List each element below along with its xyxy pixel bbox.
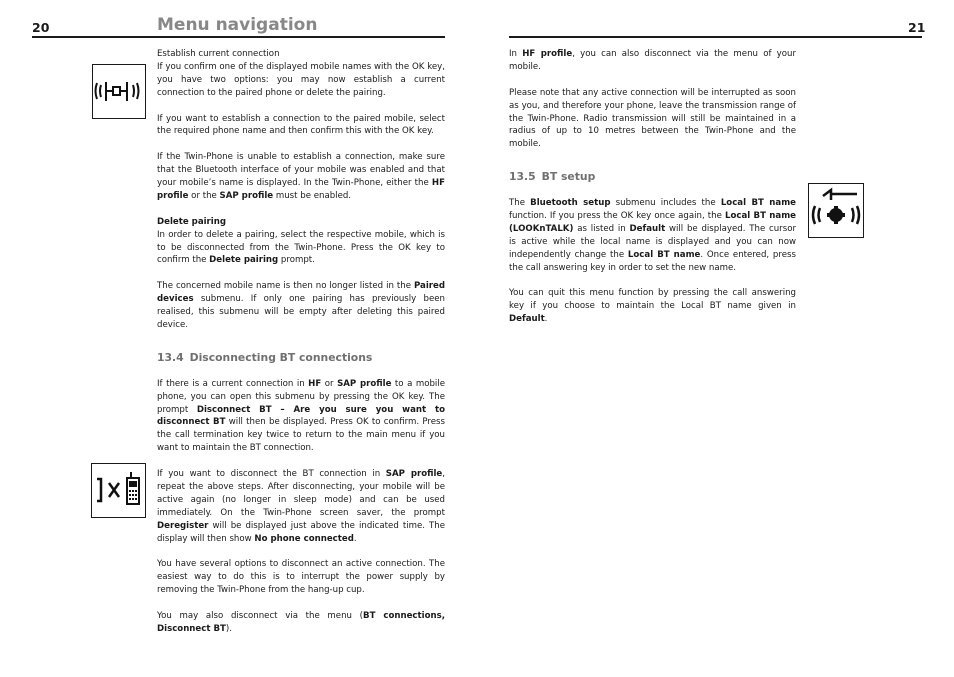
paragraph: If you want to establish a connection to the paired mobile, select the required phone name and then confirm this with the OK key. bbox=[157, 113, 445, 137]
connection-icon bbox=[92, 64, 146, 119]
disconnect-phone-icon bbox=[91, 463, 146, 518]
section-heading-13-4: 13.4 Disconnecting BT connections bbox=[157, 350, 373, 364]
paragraph: You may also disconnect via the menu (BT connections, Disconnect BT). bbox=[157, 611, 445, 634]
paragraph: If the Twin-Phone is unable to establish a connection, make sure that the Bluetooth interface of your mobile was enabled and that your mobile’s name is displayed. In the Twin-Phone, either the HF profile or the SAP profile must be enabled. bbox=[157, 152, 445, 201]
paragraph: You can quit this menu function by pressing the call answering key if you choose to maintain the Local BT name given in Default. bbox=[509, 288, 796, 325]
paragraph: If you confirm one of the displayed mobile names with the OK key, you have two options: you may now establish a current connection to the paired phone or delete the pairing. bbox=[157, 61, 445, 98]
left-column-text bbox=[157, 48, 445, 636]
delete-pairing-heading: Delete pairing bbox=[157, 216, 227, 227]
paragraph: In order to delete a pairing, select the respective mobile, which is to be disconnected from the Twin-Phone. Press the OK key to confirm the Delete pairing prompt. bbox=[157, 229, 445, 266]
paragraph: You have several options to disconnect an active connection. The easiest way to do this is to interrupt the power supply by removing the Twin-Phone from the hang-up cup. bbox=[157, 559, 445, 596]
paragraph: Please note that any active connection will be interrupted as soon as you, and therefore your phone, leave the transmission range of the Twin-Phone. Radio transmission will still be maintained in a radius of up to 10 metres between the Twin-Phone and the mobile. bbox=[509, 87, 796, 150]
header-rule-left bbox=[32, 36, 445, 38]
paragraph: The concerned mobile name is then no longer listed in the Paired devices submenu. If only one pairing has previously been realised, this submenu will be empty after deleting this paired device. bbox=[157, 281, 445, 330]
right-column-text bbox=[509, 48, 796, 326]
page-number-left: 20 bbox=[32, 20, 50, 35]
page-number-right: 21 bbox=[908, 20, 926, 35]
paragraph: In HF profile, you can also disconnect via the menu of your mobile. bbox=[509, 49, 797, 72]
header-rule-right bbox=[509, 36, 922, 38]
establish-heading: Establish current connection bbox=[157, 49, 280, 59]
paragraph: If there is a current connection in HF or SAP profile to a mobile phone, you can open this submenu by pressing the OK key. The prompt Disconnect BT – Are you sure you want to disconnect BT will then be displayed. Press OK to confirm. Press the call termination key twice to return to the main menu if you want to maintain the BT connection. bbox=[157, 378, 445, 454]
bt-setup-icon bbox=[808, 183, 864, 238]
paragraph: If you want to disconnect the BT connection in SAP profile, repeat the above steps. After disconnecting, your mobile will be active again (no longer in sleep mode) and can be used immediately. On the Twin-Phone screen saver, the prompt Deregister will be displayed just above the indicated time. The display will then show No phone connected. bbox=[157, 469, 445, 544]
paragraph: The Bluetooth setup submenu includes the Local BT name function. If you press the OK key once again, the Local BT name (LOOKnTALK) as listed in Default will be displayed. The cursor is active while the local name is displayed and you can now independently change the Local BT name. Once entered, press the call answering key in order to set the new name. bbox=[509, 198, 796, 273]
section-heading-13-5: 13.5 BT setup bbox=[509, 170, 596, 184]
page-title: Menu navigation bbox=[157, 15, 318, 35]
